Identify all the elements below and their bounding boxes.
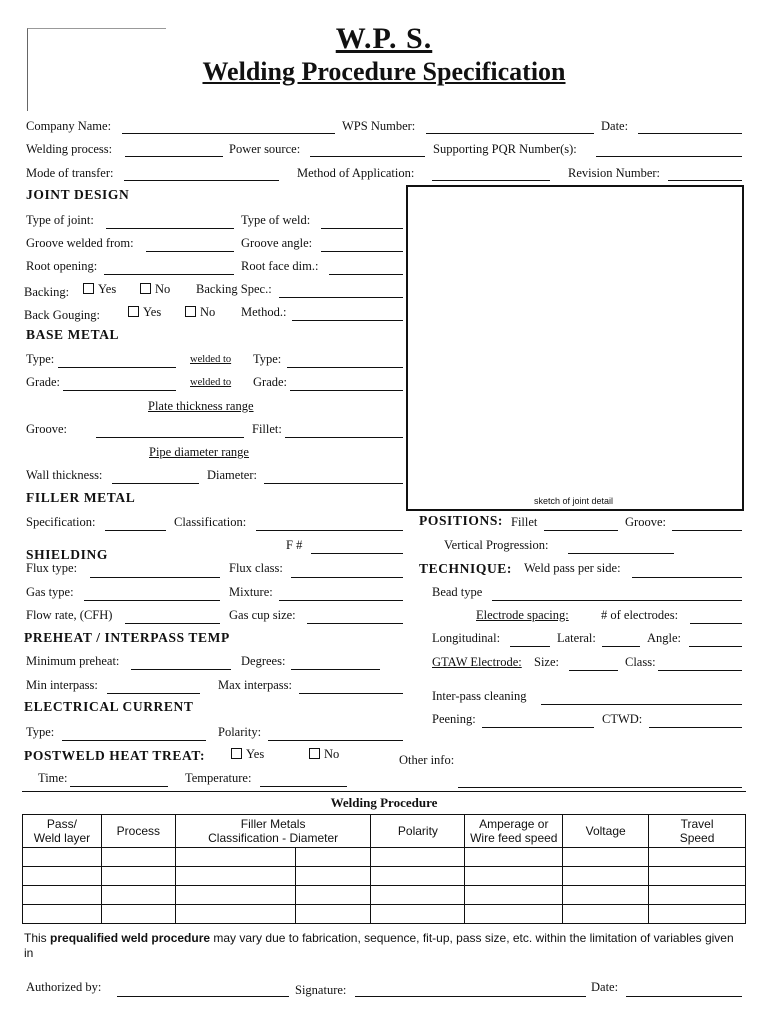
wps-number-field[interactable]	[426, 133, 594, 134]
table-cell[interactable]	[371, 905, 465, 924]
table-cell[interactable]	[175, 886, 295, 905]
longitudinal-label: Longitudinal:	[432, 631, 501, 645]
flux-class-field[interactable]	[291, 577, 403, 578]
electrical-type-label: Type:	[26, 725, 55, 739]
positions-heading: POSITIONS:	[419, 513, 504, 528]
base-grade-field[interactable]	[63, 390, 176, 391]
base-type-2-label: Type:	[253, 352, 282, 366]
table-cell[interactable]	[465, 905, 563, 924]
root-opening-field[interactable]	[104, 274, 234, 275]
col-filler-header: Filler Metals Classification - Diameter	[175, 815, 371, 848]
polarity-label: Polarity:	[218, 725, 262, 739]
welded-to-label: welded to	[190, 354, 232, 365]
joint-design-heading: JOINT DESIGN	[26, 187, 130, 202]
flow-rate-label: Flow rate, (CFH)	[26, 608, 113, 622]
classification-field[interactable]	[256, 530, 403, 531]
table-cell[interactable]	[465, 848, 563, 867]
method-field[interactable]	[292, 320, 403, 321]
flux-class-label: Flux class:	[229, 561, 283, 575]
company-name-label: Company Name:	[26, 119, 112, 133]
col-voltage-header: Voltage	[563, 815, 649, 848]
positions-fillet-label: Fillet	[511, 515, 538, 529]
table-cell[interactable]	[563, 867, 649, 886]
table-cell[interactable]	[371, 848, 465, 867]
note-bold: prequalified weld procedure	[50, 931, 211, 945]
lateral-field[interactable]	[602, 646, 640, 647]
ctwd-field[interactable]	[649, 727, 742, 728]
inter-pass-cleaning-field[interactable]	[541, 704, 742, 705]
checkbox-icon[interactable]	[83, 283, 94, 294]
gas-cup-size-label: Gas cup size:	[229, 608, 296, 622]
minimum-preheat-label: Minimum preheat:	[26, 654, 120, 668]
polarity-field[interactable]	[268, 740, 403, 741]
table-header-row	[23, 815, 746, 848]
revision-number-label: Revision Number:	[568, 166, 661, 180]
sketch-box[interactable]	[406, 185, 744, 511]
technique-heading: TECHNIQUE:	[419, 561, 513, 576]
welding-process-field[interactable]	[125, 156, 223, 157]
table-cell[interactable]	[101, 886, 175, 905]
footer-date-field[interactable]	[626, 996, 742, 997]
table-row	[23, 905, 746, 924]
temperature-label: Temperature:	[185, 771, 252, 785]
root-face-dim-label: Root face dim.:	[241, 259, 319, 273]
sketch-caption: sketch of joint detail	[534, 496, 614, 506]
f-number-field[interactable]	[311, 553, 403, 554]
mode-of-transfer-label: Mode of transfer:	[26, 166, 114, 180]
table-cell[interactable]	[649, 848, 746, 867]
col-amperage-header: Amperage or Wire feed speed	[465, 815, 563, 848]
back-gouging-label: Back Gouging:	[24, 308, 101, 322]
classification-label: Classification:	[174, 515, 247, 529]
wall-thickness-field[interactable]	[112, 483, 199, 484]
welded-to-2-label: welded to	[190, 377, 232, 388]
col-pass-header: Pass/ Weld layer	[23, 815, 102, 848]
supporting-pqr-field[interactable]	[596, 156, 742, 157]
backing-yes-option[interactable]	[83, 282, 116, 297]
bead-type-label: Bead type	[432, 585, 483, 599]
base-type-2-field[interactable]	[287, 367, 403, 368]
company-name-field[interactable]	[122, 133, 335, 134]
mixture-label: Mixture:	[229, 585, 273, 599]
peening-label: Peening:	[432, 712, 476, 726]
pwht-yes-label: Yes	[246, 747, 265, 761]
supporting-pqr-label: Supporting PQR Number(s):	[433, 142, 577, 156]
groove-welded-from-label: Groove welded from:	[26, 236, 134, 250]
date-label: Date:	[601, 119, 629, 133]
max-interpass-label: Max interpass:	[218, 678, 292, 692]
table-cell[interactable]	[101, 848, 175, 867]
note-suffix: may vary due to fabrication, sequence, fit-up, pass size, etc. within the limitation of variables given in	[24, 931, 734, 960]
gas-cup-size-field[interactable]	[307, 623, 403, 624]
authorized-by-label: Authorized by:	[26, 980, 102, 994]
note-prefix: This	[24, 931, 51, 945]
class-label: Class:	[625, 655, 656, 669]
groove-welded-from-field[interactable]	[146, 251, 234, 252]
table-cell[interactable]	[295, 867, 371, 886]
groove-angle-field[interactable]	[321, 251, 403, 252]
signature-field[interactable]	[355, 996, 586, 997]
wps-number-label: WPS Number:	[342, 119, 416, 133]
back-gouging-no-option[interactable]	[185, 305, 215, 320]
table-cell[interactable]	[563, 905, 649, 924]
specification-field[interactable]	[105, 530, 166, 531]
num-electrodes-field[interactable]	[690, 623, 742, 624]
type-of-joint-label: Type of joint:	[26, 213, 94, 227]
table-cell[interactable]	[101, 905, 175, 924]
section-divider	[22, 791, 746, 792]
table-row	[23, 867, 746, 886]
class-field[interactable]	[658, 670, 742, 671]
inter-pass-cleaning-label: Inter-pass cleaning	[432, 689, 527, 703]
type-of-joint-field[interactable]	[106, 228, 234, 229]
min-interpass-field[interactable]	[107, 693, 200, 694]
minimum-preheat-field[interactable]	[131, 669, 231, 670]
lateral-label: Lateral:	[557, 631, 596, 645]
method-label: Method.:	[241, 305, 287, 319]
page-title: W.P. S.	[335, 22, 433, 55]
diameter-field[interactable]	[264, 483, 403, 484]
col-process-header: Process	[101, 815, 175, 848]
other-info-label: Other info:	[399, 753, 455, 767]
footer-date-label: Date:	[591, 980, 619, 994]
electrical-heading: ELECTRICAL CURRENT	[24, 699, 194, 714]
backing-label: Backing:	[24, 285, 70, 299]
specification-label: Specification:	[26, 515, 96, 529]
table-cell[interactable]	[371, 886, 465, 905]
prequalified-note	[24, 931, 744, 961]
f-number-label: F #	[286, 538, 303, 552]
groove-angle-label: Groove angle:	[241, 236, 313, 250]
pipe-diameter-range-label: Pipe diameter range	[149, 445, 249, 459]
other-info-field[interactable]	[458, 787, 742, 788]
time-label: Time:	[38, 771, 68, 785]
positions-groove-label: Groove:	[625, 515, 666, 529]
table-row	[23, 886, 746, 905]
table-cell[interactable]	[649, 867, 746, 886]
backing-no-label: No	[155, 282, 171, 296]
diameter-label: Diameter:	[207, 468, 257, 482]
signature-label: Signature:	[295, 983, 347, 997]
table-cell[interactable]	[101, 867, 175, 886]
vertical-progression-field[interactable]	[568, 553, 674, 554]
backing-spec-label: Backing Spec.:	[196, 282, 272, 296]
filler-metal-heading: FILLER METAL	[26, 490, 136, 505]
groove-label: Groove:	[26, 422, 67, 436]
checkbox-icon[interactable]	[140, 283, 151, 294]
base-grade-2-field[interactable]	[290, 390, 403, 391]
min-interpass-label: Min interpass:	[26, 678, 98, 692]
fillet-label: Fillet:	[252, 422, 282, 436]
num-electrodes-label: # of electrodes:	[601, 608, 679, 622]
groove-field[interactable]	[96, 437, 244, 438]
backing-no-option[interactable]	[140, 282, 170, 297]
temperature-field[interactable]	[260, 786, 347, 787]
welding-process-label: Welding process:	[26, 142, 113, 156]
gas-type-label: Gas type:	[26, 585, 74, 599]
table-cell[interactable]	[371, 867, 465, 886]
checkbox-icon[interactable]	[185, 306, 196, 317]
table-row	[23, 848, 746, 867]
mode-of-transfer-field[interactable]	[124, 180, 279, 181]
base-grade-label: Grade:	[26, 375, 61, 389]
ctwd-label: CTWD:	[602, 712, 643, 726]
weld-pass-per-side-field[interactable]	[632, 577, 742, 578]
time-field[interactable]	[70, 786, 168, 787]
table-cell[interactable]	[563, 886, 649, 905]
type-of-weld-field[interactable]	[321, 228, 403, 229]
bead-type-field[interactable]	[492, 600, 742, 601]
base-metal-heading: BASE METAL	[26, 327, 120, 342]
preheat-heading: PREHEAT / INTERPASS TEMP	[24, 630, 230, 645]
pwht-yes-option[interactable]	[231, 747, 264, 762]
weld-pass-per-side-label: Weld pass per side:	[524, 561, 621, 575]
flux-type-field[interactable]	[90, 577, 220, 578]
electrode-spacing-label: Electrode spacing:	[476, 608, 569, 622]
type-of-weld-label: Type of weld:	[241, 213, 311, 227]
gtaw-electrode-label: GTAW Electrode:	[432, 655, 522, 669]
table-cell[interactable]	[465, 867, 563, 886]
back-gouging-no-label: No	[200, 305, 216, 319]
plate-thickness-range-label: Plate thickness range	[148, 399, 254, 413]
checkbox-icon[interactable]	[128, 306, 139, 317]
checkbox-icon[interactable]	[309, 748, 320, 759]
table-cell[interactable]	[563, 848, 649, 867]
procedure-table-title: Welding Procedure	[330, 795, 438, 810]
table-cell[interactable]	[175, 867, 295, 886]
table-cell[interactable]	[649, 886, 746, 905]
flow-rate-field[interactable]	[125, 623, 220, 624]
table-cell[interactable]	[175, 848, 295, 867]
back-gouging-yes-option[interactable]	[128, 305, 161, 320]
back-gouging-yes-label: Yes	[143, 305, 162, 319]
degrees-label: Degrees:	[241, 654, 286, 668]
backing-spec-field[interactable]	[279, 297, 403, 298]
table-cell[interactable]	[23, 867, 102, 886]
pwht-no-option[interactable]	[309, 747, 339, 762]
flux-type-label: Flux type:	[26, 561, 78, 575]
fillet-field[interactable]	[285, 437, 403, 438]
authorized-by-field[interactable]	[117, 996, 289, 997]
pwht-no-label: No	[324, 747, 340, 761]
power-source-label: Power source:	[229, 142, 301, 156]
power-source-field[interactable]	[310, 156, 425, 157]
table-cell[interactable]	[23, 905, 102, 924]
revision-number-field[interactable]	[668, 180, 742, 181]
base-grade-2-label: Grade:	[253, 375, 288, 389]
pwht-heading: POSTWELD HEAT TREAT:	[24, 748, 206, 763]
table-cell[interactable]	[175, 905, 295, 924]
backing-yes-label: Yes	[98, 282, 117, 296]
electrical-type-field[interactable]	[62, 740, 206, 741]
table-cell[interactable]	[295, 848, 371, 867]
root-face-dim-field[interactable]	[329, 274, 403, 275]
peening-field[interactable]	[482, 727, 594, 728]
vertical-progression-label: Vertical Progression:	[444, 538, 549, 552]
page-subtitle: Welding Procedure Specification	[202, 57, 566, 86]
table-cell[interactable]	[465, 886, 563, 905]
table-cell[interactable]	[649, 905, 746, 924]
size-label: Size:	[534, 655, 559, 669]
table-cell[interactable]	[23, 886, 102, 905]
checkbox-icon[interactable]	[231, 748, 242, 759]
positions-fillet-field[interactable]	[544, 530, 618, 531]
date-field[interactable]	[638, 133, 742, 134]
gas-type-field[interactable]	[84, 600, 220, 601]
shielding-heading: SHIELDING	[26, 547, 108, 562]
method-of-application-label: Method of Application:	[297, 166, 415, 180]
mixture-field[interactable]	[279, 600, 403, 601]
col-polarity-header: Polarity	[371, 815, 465, 848]
table-cell[interactable]	[295, 886, 371, 905]
wall-thickness-label: Wall thickness:	[26, 468, 103, 482]
table-cell[interactable]	[23, 848, 102, 867]
angle-field[interactable]	[689, 646, 742, 647]
root-opening-label: Root opening:	[26, 259, 98, 273]
angle-label: Angle:	[647, 631, 682, 645]
degrees-field[interactable]	[291, 669, 380, 670]
max-interpass-field[interactable]	[299, 693, 403, 694]
positions-groove-field[interactable]	[672, 530, 742, 531]
longitudinal-field[interactable]	[510, 646, 550, 647]
size-field[interactable]	[569, 670, 618, 671]
table-cell[interactable]	[295, 905, 371, 924]
base-type-field[interactable]	[58, 367, 176, 368]
welding-procedure-table	[22, 814, 746, 924]
base-type-label: Type:	[26, 352, 55, 366]
col-travel-header: Travel Speed	[649, 815, 746, 848]
method-of-application-field[interactable]	[432, 180, 550, 181]
